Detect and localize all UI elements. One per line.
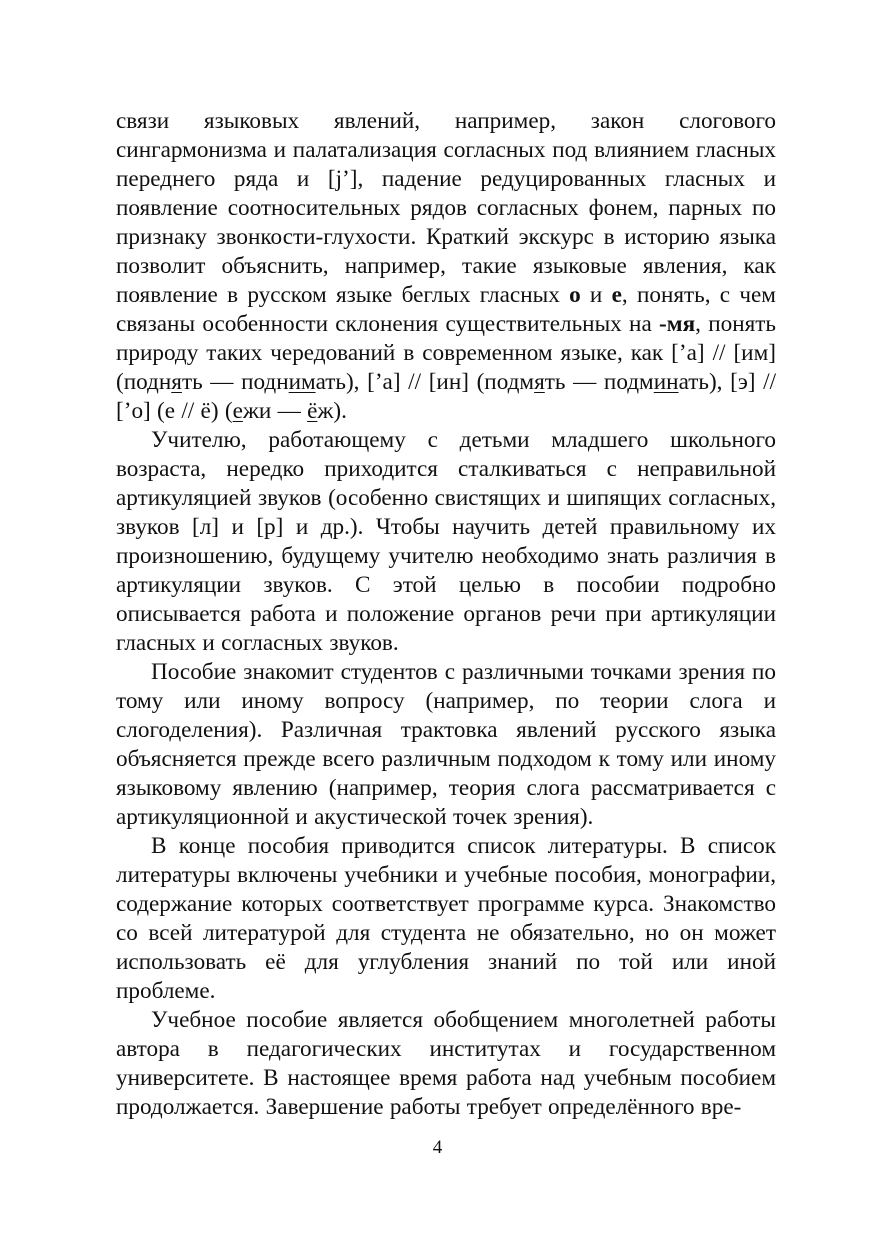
text-run: , понять, с чем связаны особенности склонения существительных на	[116, 282, 776, 337]
paragraph-1	[116, 107, 776, 426]
text-run: связи языковых явлений, например, закон слогового сингармонизма и палатализация согласных под влиянием гласных переднего ряда и [j’], падение редуцированных гласных и появление соотносительных рядов согласных фонем, парных по признаку звонкости-глухости. Краткий экскурс в историю языка позволит объяснить, например, такие языковые явления, как появление в русском языке беглых гласных	[116, 108, 776, 308]
text-run: ть — подн	[181, 369, 289, 395]
underlined-letter: я	[171, 369, 182, 395]
paragraph-5: Учебное пособие является обобщением многолетней работы автора в педагогических институтах и государственном университете. В настоящее время работа над учебным пособием продолжается. Завершение работы требует определённого вре-	[116, 1007, 776, 1120]
underlined-letter: им	[288, 369, 316, 395]
bold-vowel-e: е	[611, 282, 622, 308]
text-run: и	[580, 282, 612, 308]
text-run: ж).	[317, 398, 347, 424]
page-body	[116, 107, 776, 1122]
underlined-letter: ё	[307, 398, 318, 424]
text-run: ать), [’а] // [ин] (подм	[315, 369, 535, 395]
underlined-letter: ин	[653, 369, 679, 395]
text-run: ть — подм	[544, 369, 654, 395]
bold-vowel-o: о	[569, 282, 581, 308]
paragraph-4: В конце пособия приводится список литературы. В список литературы включены учебники и учебные пособия, монографии, содержание которых соответствует программе курса. Знакомство со всей литературой для студента не обязательно, но он может использовать её для углубления знаний по той или иной проблеме.	[116, 833, 776, 1004]
text-run: , понять природу таких чередований в современном языке, как [’а] // [им] (подн	[116, 311, 776, 395]
text-run: ать), [э] // [’о] (е // ё) (	[116, 369, 777, 424]
text-run: жи —	[242, 398, 308, 424]
paragraph-2: Учителю, работающему с детьми младшего школьного возраста, нередко приходится сталкиваться с неправильной артикуляцией звуков (особенно свистящих и шипящих согласных, звуков [л] и [р] и др.). Чтобы научить детей правильному их произношению, будущему учителю необходимо знать различия в артикуляции звуков. С этой целью в пособии подробно описывается работа и положение органов речи при артикуляции гласных и согласных звуков.	[116, 427, 776, 656]
underlined-letter: е	[232, 398, 243, 424]
page-number: 4	[432, 1137, 443, 1158]
paragraph-3: Пособие знакомит студентов с различными точками зрения по тому или иному вопросу (например, по теории слога и слогоделения). Различная трактовка явлений русского языка объясняется прежде всего различным подходом к тому или иному языковому явлению (например, теория слога рассматривается с артикуляционной и акустической точек зрения).	[116, 659, 776, 830]
underlined-letter: я	[534, 369, 545, 395]
bold-suffix-mya: -мя	[659, 311, 696, 337]
